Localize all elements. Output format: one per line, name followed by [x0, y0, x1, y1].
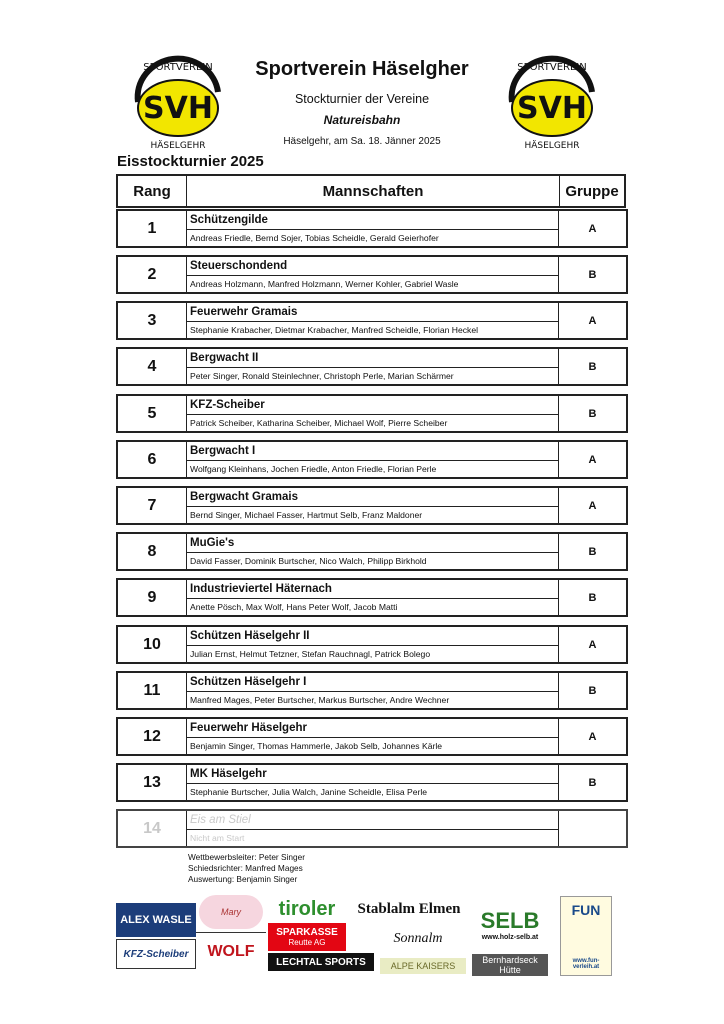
rank-cell: 3 — [118, 303, 187, 338]
team-players: Stephanie Burtscher, Julia Walch, Janine Scheidle, Elisa Perle — [190, 787, 428, 797]
team-players: Wolfgang Kleinhans, Jochen Friedle, Anton Friedle, Florian Perle — [190, 464, 437, 474]
team-name: Bergwacht I — [187, 442, 558, 461]
group-cell: B — [588, 268, 597, 281]
club-logo-left — [118, 52, 236, 152]
rank-cell: 13 — [118, 765, 187, 800]
venue-label: Natureisbahn — [323, 113, 401, 127]
club-logo-right — [492, 52, 610, 152]
sparkasse-sub: Reutte AG — [288, 938, 326, 947]
team-name: MK Häselgehr — [187, 765, 558, 784]
group-cell: B — [588, 407, 597, 420]
table-row — [116, 301, 628, 340]
table-row — [116, 394, 628, 433]
team-players: Anette Pösch, Max Wolf, Hans Peter Wolf, Jacob Matti — [190, 602, 398, 612]
group-cell: A — [588, 453, 597, 466]
team-name: Bergwacht II — [187, 349, 558, 368]
team-name: Feuerwehr Häselgehr — [187, 719, 558, 738]
team-players: Bernd Singer, Michael Fasser, Hartmut Selb, Franz Maldoner — [190, 510, 423, 520]
table-row — [116, 440, 628, 479]
logo-letters: SVH — [143, 91, 213, 126]
group-cell: B — [588, 591, 597, 604]
sponsor-tiroler-logo: tiroler — [278, 897, 336, 920]
group-cell: A — [588, 499, 597, 512]
logo-bottom-text: HÄSELGEHR — [150, 141, 206, 151]
col-group-header: Gruppe — [565, 182, 619, 200]
rank-cell: 7 — [118, 488, 187, 523]
table-row — [116, 486, 628, 525]
table-row — [116, 763, 628, 802]
table-row — [116, 347, 628, 386]
rank-cell: 9 — [118, 580, 187, 615]
rank-cell: 14 — [118, 811, 187, 846]
sponsor-sonnalm-logo: Sonnalm — [393, 931, 443, 946]
date-line: Häselgehr, am Sa. 18. Jänner 2025 — [283, 136, 441, 147]
sponsor-mary-logo: Mary — [199, 895, 263, 929]
rank-cell: 6 — [118, 442, 187, 477]
team-name: Steuerschondend — [187, 257, 558, 276]
rank-cell: 2 — [118, 257, 187, 292]
group-cell: B — [588, 360, 597, 373]
logo-letters: SVH — [517, 91, 587, 126]
team-players: Peter Singer, Ronald Steinlechner, Christoph Perle, Marian Schärmer — [190, 371, 454, 381]
table-row-not-started — [116, 809, 628, 848]
team-players: Andreas Friedle, Bernd Sojer, Tobias Scheidle, Gerald Geierhofer — [190, 233, 439, 243]
sponsor-alpe-kaisers-logo: ALPE KAISERS — [380, 958, 466, 974]
sparkasse-name: SPARKASSE — [276, 927, 338, 938]
sponsor-fun-verleih-logo — [560, 896, 612, 976]
club-title: Sportverein Häselgher — [255, 58, 469, 80]
team-name: Schützengilde — [187, 211, 558, 230]
team-name: MuGie's — [187, 534, 558, 553]
rank-cell: 11 — [118, 673, 187, 708]
team-name: Schützen Häselgehr II — [187, 627, 558, 646]
logo-top-text: SPORTVEREIN — [143, 62, 213, 73]
group-cell: B — [588, 545, 597, 558]
official-evaluation: Auswertung: Benjamin Singer — [188, 874, 298, 884]
group-cell: A — [588, 222, 597, 235]
team-name: Eis am Stiel — [187, 811, 558, 830]
sponsor-stabalm-logo: Stablalm Elmen — [357, 900, 461, 917]
selb-url: www.holz-selb.at — [481, 933, 539, 941]
team-players: Andreas Holzmann, Manfred Holzmann, Werner Kohler, Gabriel Wasle — [190, 279, 459, 289]
table-row — [116, 625, 628, 664]
table-row — [116, 578, 628, 617]
group-cell: B — [588, 684, 597, 697]
group-cell: A — [588, 314, 597, 327]
rank-cell: 5 — [118, 396, 187, 431]
group-cell: A — [588, 730, 597, 743]
group-cell: B — [588, 776, 597, 789]
team-name: KFZ-Scheiber — [187, 396, 558, 415]
team-players: Patrick Scheiber, Katharina Scheiber, Michael Wolf, Pierre Scheiber — [190, 418, 448, 428]
official-referee: Schiedsrichter: Manfred Mages — [188, 863, 303, 873]
rank-cell: 8 — [118, 534, 187, 569]
table-row — [116, 717, 628, 756]
team-players: David Fasser, Dominik Burtscher, Nico Walch, Philipp Birkhold — [190, 556, 427, 566]
group-cell: A — [588, 638, 597, 651]
team-name: Bergwacht Gramais — [187, 488, 558, 507]
officials-list — [188, 852, 305, 885]
official-competition-lead: Wettbewerbsleiter: Peter Singer — [188, 852, 305, 862]
selb-name: SELB — [480, 907, 540, 933]
team-name: Schützen Häselgehr I — [187, 673, 558, 692]
team-name: Industrieviertel Häternach — [187, 580, 558, 599]
table-header — [116, 174, 626, 208]
logo-bottom-text: HÄSELGEHR — [524, 141, 580, 151]
col-rank-header: Rang — [118, 176, 187, 206]
col-teams-header: Mannschaften — [187, 176, 560, 206]
table-row — [116, 255, 628, 294]
event-subtitle: Stockturnier der Vereine — [294, 92, 430, 106]
team-name: Feuerwehr Gramais — [187, 303, 558, 322]
table-row — [116, 209, 628, 248]
tournament-title: Eisstockturnier 2025 — [117, 153, 264, 170]
sponsor-wolf-logo: WOLF — [196, 932, 266, 970]
group-cell — [559, 811, 626, 846]
sponsor-lechtal-sports-logo: LECHTAL SPORTS — [268, 953, 374, 971]
logo-top-text: SPORTVEREIN — [517, 62, 587, 73]
team-players: Manfred Mages, Peter Burtscher, Markus Burtscher, Andre Wechner — [190, 695, 450, 705]
fun-name: FUN — [571, 902, 601, 918]
team-players: Benjamin Singer, Thomas Hammerle, Jakob Selb, Johannes Kärle — [190, 741, 443, 751]
table-row — [116, 671, 628, 710]
team-players: Stephanie Krabacher, Dietmar Krabacher, Manfred Scheidle, Florian Heckel — [190, 325, 479, 335]
team-players: Nicht am Start — [190, 833, 245, 843]
team-players: Julian Ernst, Helmut Tetzner, Stefan Rauchnagl, Patrick Bolego — [190, 649, 431, 659]
sponsor-sparkasse-logo — [268, 923, 346, 951]
rank-cell: 4 — [118, 349, 187, 384]
sponsor-bernhardseck-logo: Bernhardseck Hütte — [472, 954, 548, 976]
table-row — [116, 532, 628, 571]
rank-cell: 1 — [118, 211, 187, 246]
sponsor-selb-logo — [472, 895, 548, 953]
sponsor-alex-wasle-logo: ALEX WASLE — [116, 903, 196, 937]
rank-cell: 10 — [118, 627, 187, 662]
rank-cell: 12 — [118, 719, 187, 754]
fun-url: www.fun-verleih.at — [572, 958, 600, 970]
sponsor-kfz-scheiber-logo: KFZ-Scheiber — [116, 939, 196, 969]
